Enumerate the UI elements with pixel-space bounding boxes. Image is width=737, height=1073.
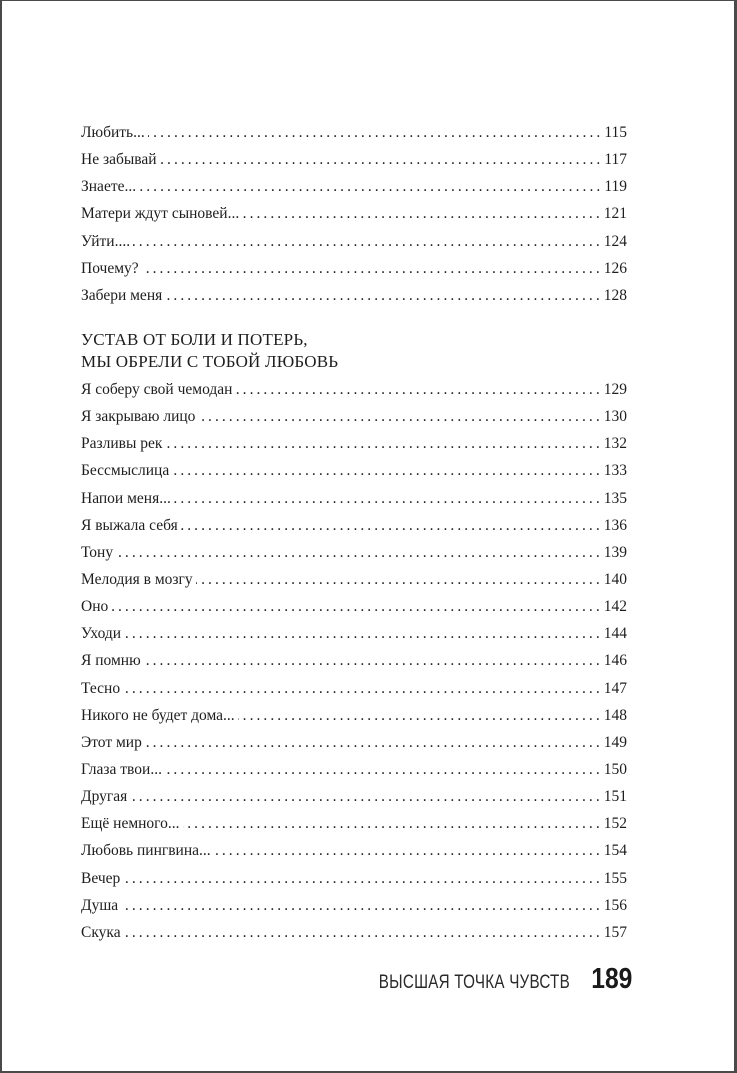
toc-entry[interactable] [81,839,627,866]
toc-entry-page: 124 [603,232,627,250]
toc-entry-title: Любовь пингвина... [81,842,211,860]
toc-entry-title: Напои меня... [81,489,171,507]
dot-leader [198,405,602,429]
toc-entry[interactable] [81,731,627,758]
dot-leader [142,257,603,281]
toc-entry[interactable] [81,514,627,541]
dot-leader [160,148,604,172]
toc-entry-title: Вечер [81,869,121,887]
toc-entry-page: 129 [603,381,627,398]
toc-entry-title: Разливы рек [81,435,163,453]
toc-entry-title: Не забывай [81,151,157,169]
toc-section-1 [81,121,627,311]
dot-leader [214,839,603,863]
dot-leader [165,284,603,308]
toc-entry[interactable] [81,785,627,812]
toc-entry-title: Я выжала себя [81,516,178,534]
dot-leader [238,704,603,728]
toc-entry-title: Я помню [81,652,141,670]
toc-entry-page: 132 [603,435,627,453]
toc-entry[interactable] [81,894,627,921]
page-footer [302,963,632,996]
toc-entry-page: 136 [603,516,627,534]
dot-leader [144,649,603,673]
toc-entry[interactable] [81,568,627,595]
dot-leader [145,731,603,755]
dot-leader [196,568,603,592]
toc-entry-title: Этот мир [81,733,142,751]
dot-leader [121,894,603,918]
toc-entry-page: 154 [603,842,627,860]
toc-entry[interactable] [81,175,627,202]
toc-entry-title: Оно [81,598,109,616]
toc-entry-title: Уйти.... [81,232,131,250]
toc-entry-title: Я соберу свой чемодан [81,381,233,398]
toc-entry-title: Душа [81,896,119,914]
toc-entry-title: Другая [81,788,128,806]
toc-entry-title: Знаете... [81,178,137,196]
toc-entry[interactable] [81,921,627,948]
toc-entry-title: Мелодия в мозгу [81,570,193,588]
toc-entry-title: Почему? [81,259,139,277]
dot-leader [123,677,603,701]
dot-leader [116,541,603,565]
toc-entry-page: 133 [603,462,627,480]
toc-entry-page: 128 [603,286,627,304]
dot-leader [148,121,604,145]
toc-entry-page: 121 [603,205,627,223]
toc-entry-page: 142 [603,598,627,616]
book-page [2,1,734,1071]
dot-leader [172,459,603,483]
toc-entry-page: 140 [603,570,627,588]
dot-leader [174,487,603,511]
dot-leader [130,785,603,809]
toc-entry[interactable] [81,405,627,432]
toc-entry-title: Матери ждут сыновей... [81,205,240,223]
toc-entry-title: Бессмыслица [81,462,170,480]
toc-section-2 [81,378,627,948]
toc-entry[interactable] [81,230,627,257]
toc-entry[interactable] [81,432,627,459]
toc-entry-page: 126 [603,259,627,277]
toc-entry-page: 135 [603,489,627,507]
toc-entry[interactable] [81,284,627,311]
dot-leader [124,622,603,646]
toc-entry[interactable] [81,595,627,622]
toc-entry-title: Уходи [81,625,122,643]
toc-entry[interactable] [81,541,627,568]
toc-entry[interactable] [81,148,627,175]
toc-entry[interactable] [81,649,627,676]
dot-leader [165,758,603,782]
toc-entry-title: Ещё немного... [81,815,180,833]
toc-entry[interactable] [81,487,627,514]
dot-leader [183,812,603,836]
toc-entry-page: 119 [604,178,627,196]
page-number: 189 [590,963,632,995]
toc-entry-title: Забери меня [81,286,163,304]
toc-entry[interactable] [81,121,627,148]
toc-entry-title: Никого не будет дома... [81,706,235,724]
section-heading-line-1: УСТАВ ОТ БОЛИ И ПОТЕРЬ, [81,330,308,349]
toc-entry[interactable] [81,622,627,649]
toc-entry-page: 157 [603,923,627,941]
toc-entry-page: 156 [603,896,627,914]
dot-leader [139,175,603,199]
toc-entry-page: 155 [603,869,627,887]
toc-entry-title: Любить... [81,124,145,141]
toc-entry-page: 152 [603,815,627,833]
toc-entry-title: Скука [81,923,121,941]
toc-entry-page: 149 [603,733,627,751]
toc-entry[interactable] [81,758,627,785]
toc-entry[interactable] [81,459,627,486]
dot-leader [123,867,602,891]
toc-entry-page: 139 [603,543,627,561]
dot-leader [242,202,603,226]
toc-entry-title: Тесно [81,679,121,697]
toc-entry-page: 115 [604,124,627,141]
toc-entry[interactable] [81,704,627,731]
toc-entry-page: 148 [603,706,627,724]
dot-leader [133,230,603,254]
toc-entry-page: 117 [604,151,627,169]
toc-entry-page: 150 [603,760,627,778]
toc-entry-page: 130 [603,408,627,426]
dot-leader [181,514,603,538]
toc-entry[interactable] [81,867,627,894]
section-heading [81,329,627,373]
toc-entry-title: Я закрываю лицо [81,408,196,426]
toc-entry[interactable] [81,378,627,405]
toc-entry[interactable] [81,677,627,704]
toc-entry-title: Глаза твои... [81,760,162,778]
dot-leader [124,921,603,945]
dot-leader [165,432,602,456]
section-heading-line-2: МЫ ОБРЕЛИ С ТОБОЙ ЛЮБОВЬ [81,352,339,371]
dot-leader [111,595,603,619]
toc-entry[interactable] [81,202,627,229]
toc-entry-title: Тону [81,543,114,561]
toc-entry-page: 147 [603,679,627,697]
toc-entry-page: 151 [603,788,627,806]
toc-entry-page: 146 [603,652,627,670]
running-title: ВЫСШАЯ ТОЧКА ЧУВСТВ [378,972,570,993]
toc-entry[interactable] [81,257,627,284]
toc-entry[interactable] [81,812,627,839]
toc-entry-page: 144 [603,625,627,643]
dot-leader [235,378,602,402]
